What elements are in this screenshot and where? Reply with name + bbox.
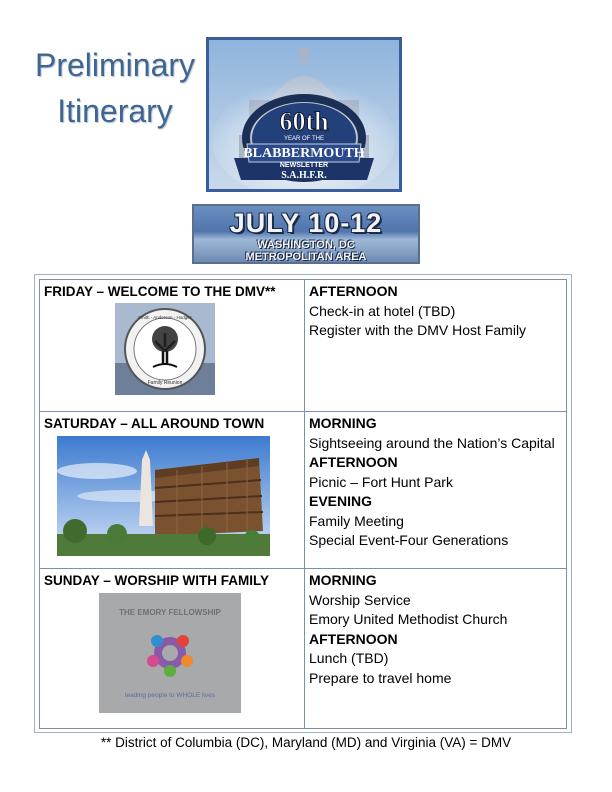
anniversary-logo — [206, 37, 402, 192]
emblem-top-text: Smith - Anderson - Hodges — [137, 314, 193, 320]
saturday-row — [40, 412, 567, 569]
friday-afternoon-heading: AFTERNOON — [309, 283, 398, 299]
sunday-morning-heading: MORNING — [309, 572, 377, 588]
logo-blabbermouth-text: BLABBERMOUTH — [243, 146, 365, 161]
friday-row — [40, 280, 567, 412]
emory-fellowship-logo — [99, 593, 241, 713]
footnote: ** District of Columbia (DC), Maryland (MD) and Virginia (VA) = DMV — [100, 735, 512, 750]
emory-logo-graphic — [99, 593, 241, 713]
emblem-bottom-text: Family Reunion — [147, 379, 183, 386]
sunday-title: SUNDAY – WORSHIP WITH FAMILY — [44, 573, 270, 588]
sunday-item: Worship Service — [309, 591, 411, 608]
saturday-title: SATURDAY – ALL AROUND TOWN — [44, 416, 265, 431]
friday-item: Check-in at hotel (TBD) — [309, 302, 456, 319]
sunday-item: Lunch (TBD) — [309, 650, 389, 666]
saturday-day-cell — [40, 412, 305, 569]
washington-monument-photo — [57, 436, 270, 556]
banner-place — [194, 239, 418, 263]
sunday-afternoon-heading: AFTERNOON — [309, 630, 398, 647]
sunday-item: Emory United Methodist Church — [309, 611, 508, 627]
date-banner — [192, 204, 420, 264]
saturday-item: Special Event-Four Generations — [309, 532, 509, 548]
banner-place-line-2: METROPOLITAN AREA — [245, 251, 367, 263]
family-reunion-emblem — [115, 303, 215, 395]
sunday-schedule-cell — [305, 569, 567, 729]
saturday-item: Sightseeing around the Nation’s Capital — [309, 434, 555, 451]
friday-day-cell — [40, 280, 305, 412]
banner-dates: JULY 10-12 — [229, 208, 383, 238]
emory-top-text: THE EMORY FELLOWSHIP — [119, 607, 221, 617]
emory-bottom-text: leading people to WHOLE lives — [125, 691, 215, 699]
title-line-1: Preliminary — [34, 47, 196, 83]
capitol-emblem-graphic — [209, 40, 399, 189]
monument-museum-graphic — [57, 436, 270, 556]
sunday-row — [40, 569, 567, 729]
itinerary-table — [39, 279, 567, 729]
sunday-item: Prepare to travel home — [309, 669, 452, 686]
friday-schedule-cell — [305, 280, 567, 412]
saturday-item: Picnic – Fort Hunt Park — [309, 473, 453, 490]
banner-place-line-1: WASHINGTON, DC — [257, 239, 355, 251]
logo-60th-text: 60th — [279, 107, 329, 136]
saturday-evening-heading: EVENING — [309, 493, 373, 509]
logo-year-text: YEAR OF THE — [284, 136, 324, 142]
logo-newsletter-text: NEWSLETTER — [279, 162, 329, 169]
friday-title: FRIDAY – WELCOME TO THE DMV** — [44, 284, 276, 299]
sunday-day-cell — [40, 569, 305, 729]
saturday-morning-heading: MORNING — [309, 415, 377, 431]
logo-sahfr-text: S.A.H.F.R. — [281, 170, 327, 181]
friday-item: Register with the DMV Host Family — [309, 322, 527, 338]
saturday-schedule-cell — [305, 412, 567, 569]
page-title — [20, 42, 210, 134]
title-line-2: Itinerary — [57, 93, 173, 129]
saturday-afternoon-heading: AFTERNOON — [309, 454, 398, 470]
saturday-item: Family Meeting — [309, 512, 404, 529]
tree-emblem-graphic — [115, 303, 215, 395]
